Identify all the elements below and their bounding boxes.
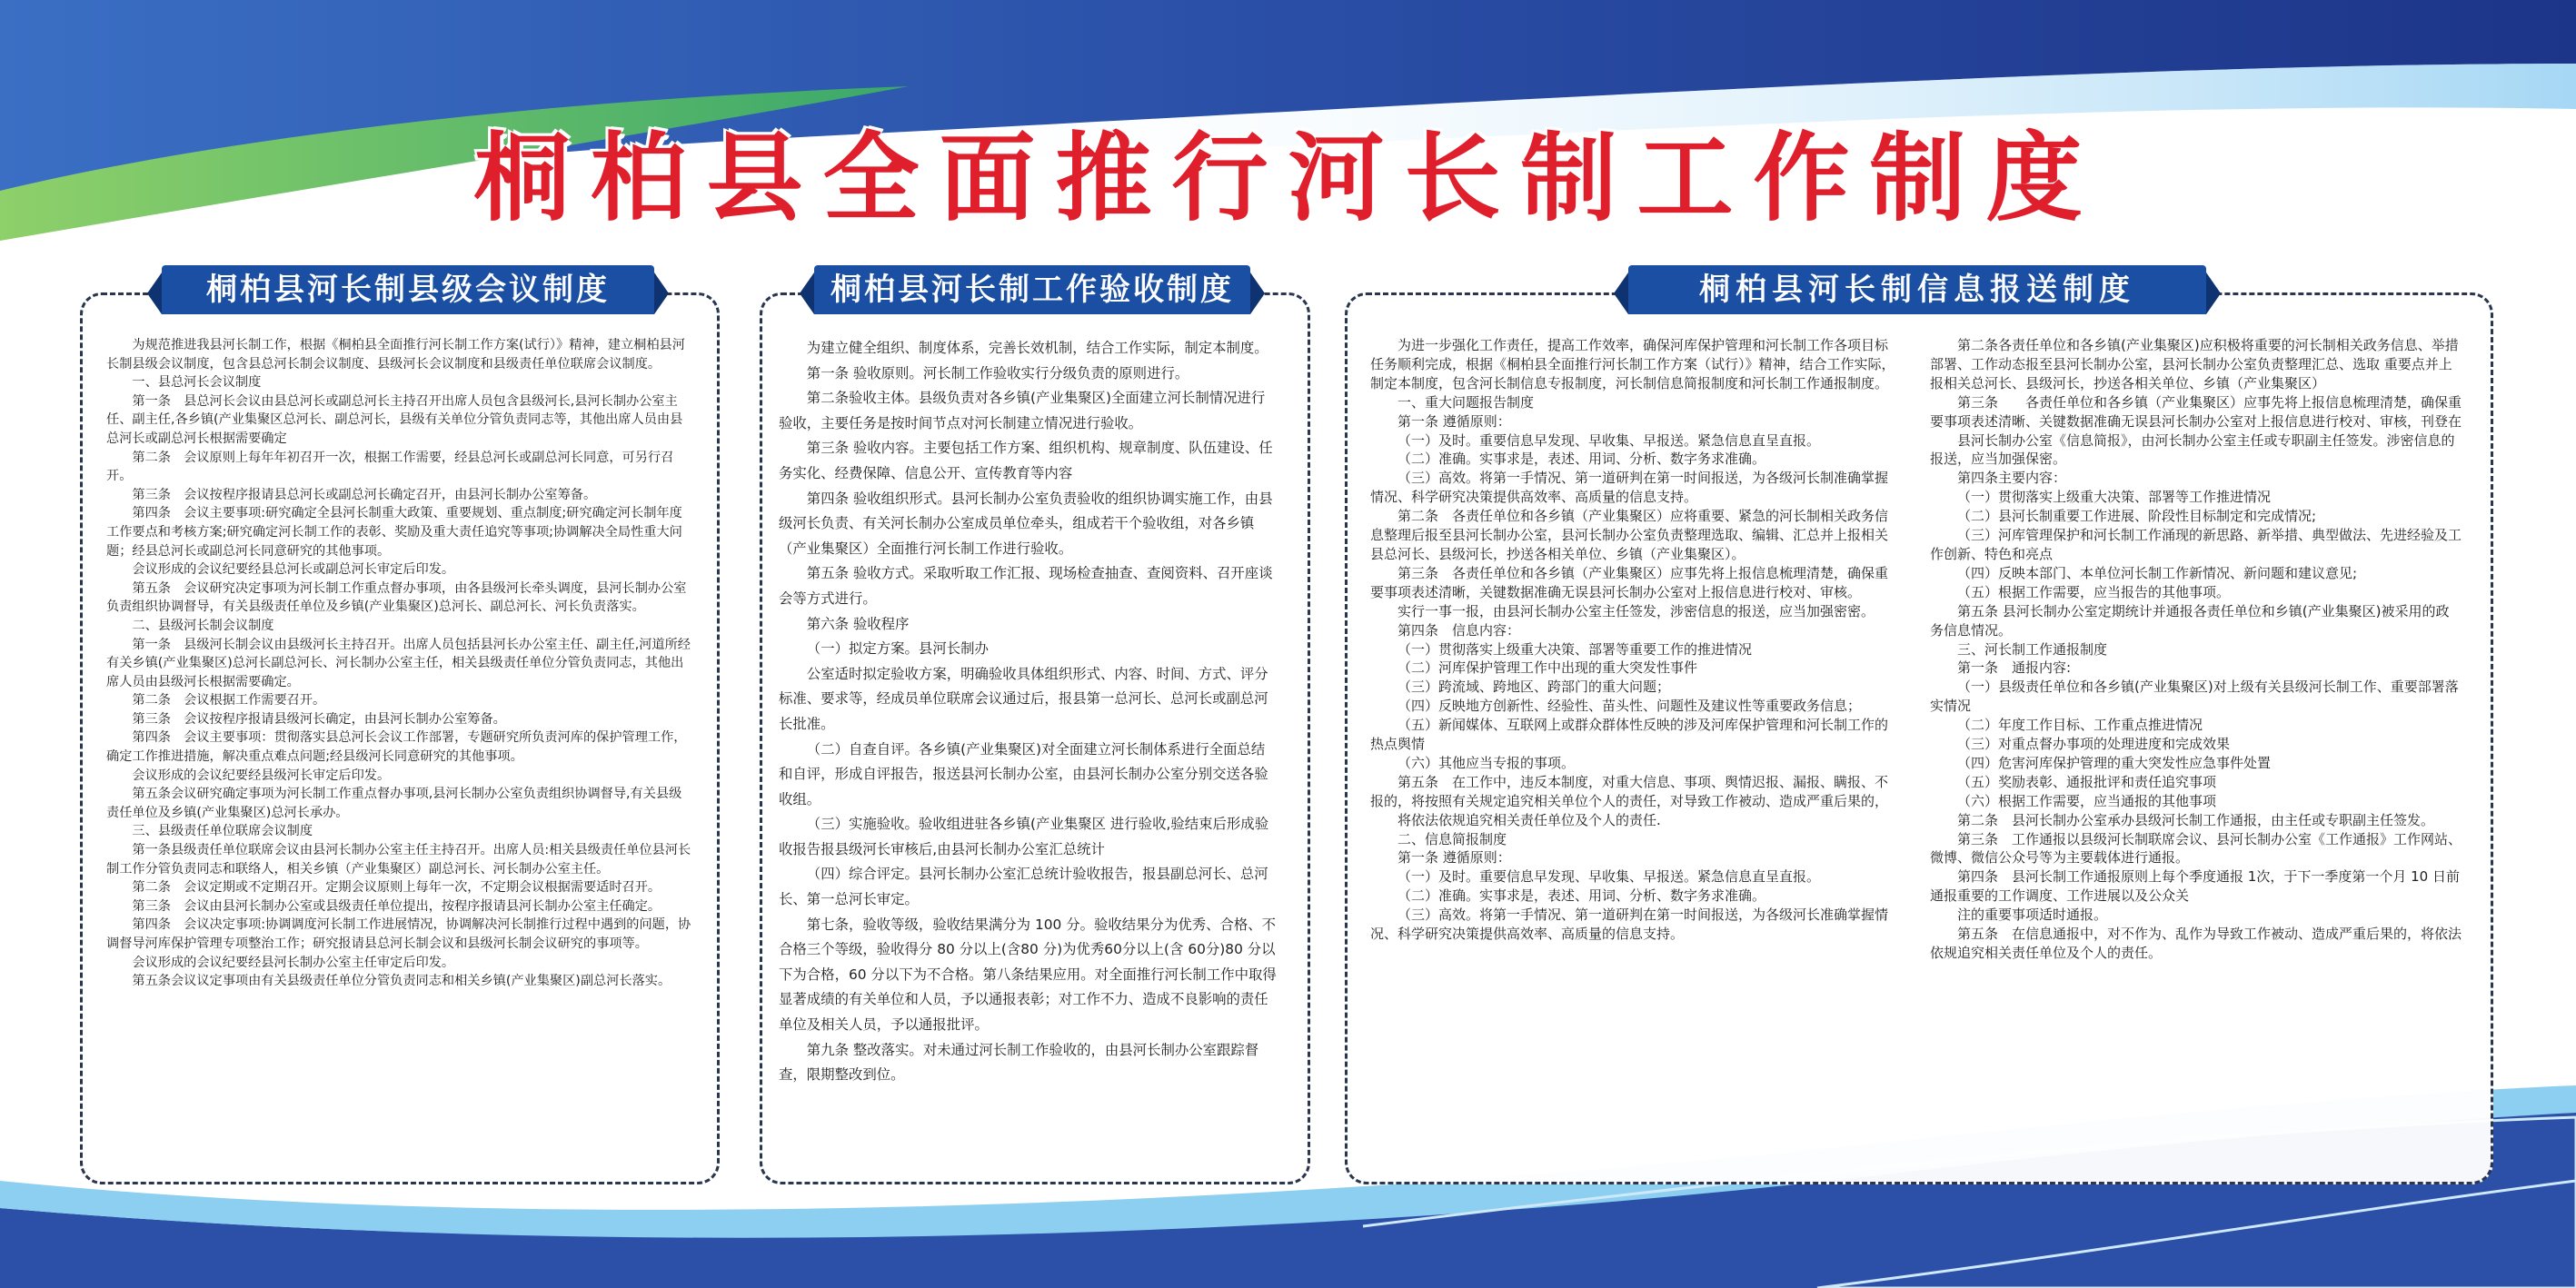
panel2-body [779, 336, 1277, 1088]
paragraph: 注的重要事项适时通报。 [1957, 907, 2108, 924]
paragraph: （五）根据工作需要，应当报告的其他事项。 [1957, 583, 2231, 600]
paragraph: 第四条主要内容： [1957, 470, 2067, 487]
paragraph: （四）反映地方创新性、经验性、苗头性、问题性及建议性等重要政务信息； [1397, 698, 1862, 715]
paragraph: 第四条 会议决定事项:协调调度河长制工作进展情况，协调解决河长制推行过程中遇到的问题，协调督导河库保护管理专项整治工作；研究报请县总河长制会议和县级河长制会议研究的事项等。 [106, 917, 691, 951]
paragraph: 第三条 验收内容。主要包括工作方案、组织机构、规章制度、队伍建设、任务实化、经费保障、信息公开、宣传教育等内容 [779, 440, 1273, 481]
paragraph: （三）高效。将第一手情况、第一道研判在第一时间报送，为各级河长制准确掌握情况、科学研究决策提供高效率、高质量的信息支持。 [1370, 470, 1889, 506]
paragraph: （一）及时。重要信息早发现、早收集、早报送。紧急信息直呈直报。 [1397, 431, 1821, 449]
paragraph: 第三条 会议按程序报请县总河长或副总河长确定召开，由县河长制办公室筹备。 [132, 487, 597, 502]
paragraph: 第三条 会议按程序报请县级河长确定，由县河长制办公室筹备。 [132, 711, 506, 727]
paragraph: （二）自查自评。各乡镇(产业集聚区)对全面建立河长制体系进行全面总结和自评，形成自评报告，报送县河长制办公室，由县河长制办公室分别交送各验收组。 [779, 740, 1268, 807]
paragraph: 三、河长制工作通报制度 [1957, 640, 2108, 658]
paragraph: 公室适时拟定验收方案，明确验收具体组织形式、内容、时间、方式、评分标准、要求等，经成员单位联席会议通过后，报县第一总河长、总河长或副总河长批准。 [779, 665, 1268, 732]
banner-fold-left [1614, 272, 1628, 314]
paragraph: （三）河库管理保护和河长制工作涌现的新思路、新举措、典型做法、先进经验及工作创新、特色和亮点 [1930, 527, 2462, 562]
paragraph: 第一条 县总河长会议由县总河长或副总河长主持召开出席人员包含县级河长,县河长制办公室主任、副主任,各乡镇(产业集聚区总河长、副总河长，县级有关单位分管负责同志等，其他出席人员由县总河长或副总河长根据需要确定 [106, 393, 683, 446]
paragraph: 第一条 遵循原则： [1397, 849, 1511, 867]
panel3-body-right [1930, 336, 2462, 963]
paragraph: 县河长制办公室《信息简报》，由河长制办公室主任或专职副主任签发。涉密信息的报送，应当加强保密。 [1930, 431, 2455, 468]
paragraph: 第九条 整改落实。对未通过河长制工作验收的，由县河长制办公室跟踪督查，限期整改到位。 [779, 1041, 1259, 1084]
paragraph: 第三条 各责任单位和各乡镇（产业集聚区）应事先将上报信息梳理清楚，确保重要事项表述清晰，关键数据准确无误县河长制办公室对上报信息进行校对、审核。 [1370, 564, 1889, 600]
paragraph: （五）奖励表彰、通报批评和责任追究事项 [1957, 773, 2217, 790]
paragraph: （二）准确。实事求是，表述、用词、分析、数字务求准确。 [1397, 451, 1766, 468]
paragraph: 第四条 会议主要事项：贯彻落实县总河长会议工作部署，专题研究所负责河库的保护管理工作，确定工作推进措施，解决重点难点问题;经县级河长同意研究的其他事项。 [106, 730, 687, 765]
banner-fold-right [2206, 272, 2221, 314]
paragraph: 会议形成的会议纪要经县河长制办公室主任审定后印发。 [132, 955, 455, 970]
banner-fold-left [147, 272, 162, 314]
paragraph: 第五条会议议定事项由有关县级责任单位分管负责同志和相关乡镇(产业集聚区)副总河长落实。 [132, 974, 671, 989]
paragraph: 第三条 工作通报以县级河长制联席会议、县河长制办公室《工作通报》工作网站、微博、微信公众号等为主要载体进行通报。 [1930, 830, 2462, 867]
paragraph: （一）贯彻落实上级重大决策、部署等工作推进情况 [1957, 489, 2272, 506]
paragraph: 第四条 县河长制工作通报原则上每个季度通报 1次，于下一季度第一个月 10 日前通报重要的工作调度、工作进展以及公众关 [1930, 868, 2460, 905]
panel2-heading: 桐柏县河长制工作验收制度 [830, 272, 1234, 308]
paragraph: 第五条 在信息通报中，对不作为、乱作为导致工作被动、造成严重后果的，将依法依规追究相关责任单位及个人的责任。 [1930, 926, 2462, 961]
main-title: 桐柏县全面推行河长制工作制度 [473, 121, 2103, 234]
paragraph: 会议形成的会议纪要经县总河长或副总河长审定后印发。 [132, 562, 455, 578]
paragraph: 为建立健全组织、制度体系，完善长效机制，结合工作实际，制定本制度。 [806, 340, 1268, 356]
paragraph: 第二条 会议定期或不定期召开。定期会议原则上每年一次，不定期会议根据需要适时召开。 [132, 880, 661, 896]
paragraph: （一）拟定方案。县河长制办 [806, 640, 989, 658]
paragraph: （一）及时。重要信息早发现、早收集、早报送。紧急信息直呈直报。 [1397, 868, 1821, 886]
paragraph: 第一条 县级河长制会议由县级河长主持召开。出席人员包括县河长办公室主任、副主任,河道所经有关乡镇(产业集聚区)总河长副总河长、河长制办公室主任，相关县级责任单位分管负责同志，其他出席人员由县级河长根据需要确定。 [106, 637, 691, 689]
panel3-body-left [1370, 336, 1899, 944]
paragraph: 第五条 在工作中，违反本制度，对重大信息、事项、舆情迟报、漏报、瞒报、不报的，将按照有关规定追究相关单位个人的责任，对导致工作被动、造成严重后果的， [1370, 773, 1889, 809]
paragraph: 第五条 验收方式。采取听取工作汇报、现场检查抽查、查阅资料、召开座谈会等方式进行。 [779, 565, 1273, 607]
paragraph: 第二条验收主体。县级负责对各乡镇(产业集聚区)全面建立河长制情况进行验收，主要任务是按时间节点对河长制建立情况进行验收。 [779, 390, 1266, 431]
paragraph: （三）跨流域、跨地区、跨部门的重大问题； [1397, 679, 1671, 696]
banner-meeting-system [162, 265, 654, 314]
paragraph: 第一条 遵循原则： [1397, 412, 1511, 430]
paragraph: 第二条各责任单位和各乡镇(产业集聚区)应积极将重要的河长制相关政务信息、举措部署、工作动态报至县河长制办公室，县河长制办公室负责整理汇总、选取 重要点并上报相关总河长、县级河长，抄送各相关单位、乡镇（产业集聚区） [1930, 337, 2459, 391]
panel1-body [106, 336, 693, 991]
paragraph: （二）准确。实事求是，表述、用词、分析、数字务求准确。 [1397, 887, 1766, 905]
banner-fold-left [800, 272, 814, 314]
paragraph: 第五条 县河长制办公室定期统计并通报各责任单位和乡镇(产业集聚区)被采用的政务信息情况。 [1930, 602, 2450, 639]
paragraph: （四）综合评定。县河长制办公室汇总统计验收报告，报县副总河长、总河长、第一总河长审定。 [779, 866, 1268, 908]
paragraph: 一、重大问题报告制度 [1397, 393, 1535, 411]
paragraph: 第四条 会议主要事项:研究确定全县河长制重大政策、重要规划、重点制度;研究确定河长制年度工作要点和考核方案;研究确定河长制工作的表彰、奖励及重大责任追究等事项;协调解决全局性重大问题；经县总河长或副总河长同意研究的其他事项。 [106, 506, 682, 559]
paragraph: 第二条 会议根据工作需要召开。 [132, 693, 326, 708]
paragraph: （一）县级责任单位和各乡镇(产业集聚区)对上级有关县级河长制工作、重要部署落实情况 [1930, 679, 2459, 715]
paragraph: 三、县级责任单位联席会议制度 [132, 824, 313, 839]
paragraph: （四）反映本部门、本单位河长制工作新情况、新问题和建议意见; [1957, 564, 2358, 581]
paragraph: 第三条 会议由县河长制办公室或县级责任单位提出，按程序报请县河长制办公室主任确定。 [132, 898, 661, 914]
paragraph: 一、县总河长会议制度 [132, 375, 262, 391]
paragraph: （六）其他应当专报的事项。 [1397, 754, 1576, 771]
paragraph: （二）年度工作目标、工作重点推进情况 [1957, 717, 2203, 734]
paragraph: 第二条 各责任单位和各乡镇（产业集聚区）应将重要、紧急的河长制相关政务信息整理后报至县河长制办公室，县河长制办公室负责整理选取、编辑、汇总并上报相关县总河长、县级河长，抄送各相关单位、乡镇（产业集聚区）。 [1370, 508, 1889, 562]
paragraph: 第一条 验收原则。河长制工作验收实行分级负责的原则进行。 [806, 364, 1189, 381]
paragraph: 第六条 验收程序 [806, 615, 910, 632]
paragraph: 实行一事一报，由县河长制办公室主任签发，涉密信息的报送，应当加强密密。 [1397, 602, 1875, 619]
paragraph: （一）贯彻落实上级重大决策、部署等重要工作的推进情况 [1397, 640, 1753, 658]
banner-information-system [1628, 265, 2206, 314]
banner-acceptance-system [814, 265, 1250, 314]
paragraph: 第五条会议研究确定事项为河长制工作重点督办事项,县河长制办公室负责组织协调督导,有关县级责任单位及乡镇(产业集聚区)总河长承办。 [106, 787, 682, 820]
paragraph: 第二条 县河长制办公室承办县级河长制工作通报，由主任或专职副主任签发。 [1957, 811, 2435, 828]
paragraph: （三）对重点督办事项的处理进度和完成效果 [1957, 736, 2231, 753]
panel1-heading: 桐柏县河长制县级会议制度 [206, 272, 610, 308]
paragraph: 第三条 各责任单位和各乡镇（产业集聚区）应事先将上报信息梳理清楚，确保重要事项表述清晰、关键数据准确无误县河长制办公室对上报信息进行校对、审核，刊登在 [1930, 393, 2462, 430]
paragraph: 第五条 会议研究决定事项为河长制工作重点督办事项，由各县级河长牵头调度，县河长制办公室负责组织协调督导，有关县级责任单位及乡镇(产业集聚区)总河长、副总河长、河长负责落实。 [106, 580, 687, 615]
paragraph: 第四条 验收组织形式。县河长制办公室负责验收的组织协调实施工作，由县级河长负责、有关河长制办公室成员单位牵头，组成若干个验收组，对各乡镇（产业集聚区）全面推行河长制工作进行验收。 [779, 490, 1273, 557]
panel3-heading: 桐柏县河长制信息报送制度 [1699, 272, 2135, 308]
paragraph: 二、县级河长制会议制度 [132, 618, 274, 633]
paragraph: 会议形成的会议纪要经县级河长审定后印发。 [132, 768, 391, 783]
paragraph: 第二条 会议原则上每年年初召开一次，根据工作需要，经县总河长或副总河长同意，可另行召开。 [106, 450, 674, 484]
paragraph: 为规范推进我县河长制工作，根据《桐柏县全面推行河长制工作方案(试行）》精神，建立桐柏县河长制县级会议制度，包含县总河长制会议制度、县级河长会议制度和县级责任单位联席会议制度。 [106, 338, 685, 372]
paragraph: 第七条，验收等级，验收结果满分为 100 分。验收结果分为优秀、合格、不合格三个等级，验收得分 80 分以上(含80 分)为优秀60分以上(含 60分)80 分以下为合格，60 分以下为不合格。第八条结果应用。对全面推行河长制工作中取得显著成绩的有关单位和人员，予以通报表彰；对工作不力、造成不良影响的责任单位及相关人员，予以通报批评。 [779, 916, 1277, 1034]
paragraph: 第一条 通报内容: [1957, 659, 2072, 677]
paragraph: （六）根据工作需要，应当通报的其他事项 [1957, 792, 2217, 809]
paragraph: （二）县河长制重要工作进展、阶段性目标制定和完成情况; [1957, 508, 2317, 525]
paragraph: 将依法依规追究相关责任单位及个人的责任. [1397, 811, 1661, 828]
banner-fold-right [654, 272, 669, 314]
paragraph: （三）实施验收。验收组进驻各乡镇(产业集聚区 进行验收,验结束后形成验收报告报县级河长审核后,由县河长制办公室汇总统计 [779, 816, 1269, 857]
paragraph: （二）河库保护管理工作中出现的重大突发性事件 [1397, 659, 1698, 677]
paragraph: （四）危害河库保护管理的重大突发性应急事件处置 [1957, 754, 2272, 771]
paragraph: 为进一步强化工作责任，提高工作效率，确保河库保护管理和河长制工作各项目标任务顺利完成，根据《桐柏县全面推行河长制工作方案（试行）》精神，结合工作实际，制定本制度，包含河长制信息专报制度，河长制信息简报制度和河长制工作通报制度。 [1370, 337, 1895, 391]
banner-fold-right [1250, 272, 1265, 314]
paragraph: （三）高效。将第一手情况、第一道研判在第一时间报送，为各级河长准确掌握情况、科学研究决策提供高效率、高质量的信息支持。 [1370, 907, 1889, 943]
paragraph: 第一条县级责任单位联席会议由县河长制办公室主任主持召开。出席人员:相关县级责任单位县河长制工作分管负责同志和联络人，相关乡镇（产业集聚区）副总河长、河长制办公室主任。 [106, 843, 691, 877]
paragraph: 第四条 信息内容： [1397, 621, 1521, 639]
paragraph: 二、信息简报制度 [1397, 830, 1507, 847]
paragraph: （五）新闻媒体、互联网上或群众群体性反映的涉及河库保护管理和河长制工作的热点舆情 [1370, 717, 1889, 753]
